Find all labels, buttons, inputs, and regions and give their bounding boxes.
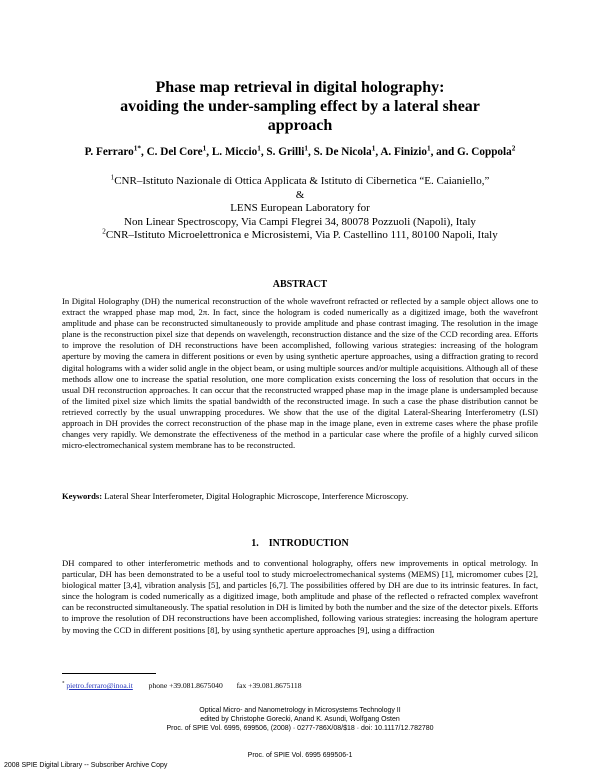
author-separator: , — [206, 146, 212, 158]
author-separator: , — [140, 146, 147, 158]
author-affiliation-marker: 1 — [426, 144, 431, 153]
introduction-heading: 1. INTRODUCTION — [251, 538, 349, 549]
author-affiliation-marker: 2 — [511, 144, 516, 153]
author-separator: , — [260, 146, 267, 158]
affiliation-1-marker: 1 — [110, 173, 115, 182]
title-line-2: avoiding the under-sampling effect by a lateral shear — [120, 98, 480, 115]
keywords — [62, 491, 538, 501]
keywords-label: Keywords: — [62, 491, 103, 501]
author-affiliation-marker: 1* — [133, 144, 141, 153]
footnote-email-link[interactable]: pietro.ferraro@inoa.it — [66, 681, 133, 690]
author-name: C. Del Core — [146, 146, 203, 158]
title-line-3: approach — [267, 117, 333, 134]
author-name: S. Grilli — [266, 146, 305, 158]
affiliation-2 — [0, 228, 600, 242]
imprint-line-2: edited by Christophe Gorecki, Anand K. Asundi, Wolfgang Osten — [200, 716, 400, 723]
imprint-line-3: Proc. of SPIE Vol. 6995, 699506, (2008) · 0277-786X/08/$18 · doi: 10.1117/12.782780 — [166, 725, 434, 732]
footnote-phone: phone +39.081.8675040 — [148, 681, 223, 690]
footnote-marker: * — [62, 681, 65, 687]
introduction-text: DH compared to other interferometric methods and to conventional holography, offers new improvements in optical metrology. In particular, DH has been demonstrated to be a useful tool to study microelectromechanical systems (MEMS) [1], micromomer cubes [2], biological matter [3,4], vibration analysis [5], and particles [6,7]. The possibilities offered by DH are due to its intrinsic features. In fact, since the hologram is coded numerically as a digitized image, both amplitude and phase of the reflected o refracted complex wavefront can be reconstructed simultaneously. The spatial resolution in DH is limited by both the number and the size of the detector pixels. Efforts to improve the resolution of DH reconstructions have been accomplished, following various strategies: increasing the hologram aperture by moving the CCD in different positions [8], by using synthetic aperture approaches [9], using a diffraction — [62, 558, 538, 635]
author-name: P. Ferraro — [84, 146, 134, 158]
abstract-text: In Digital Holography (DH) the numerical reconstruction of the whole wavefront refracted or reflected by a sample object allows one to extract the wrapped phase map mod, 2π. In fact, since the hologram is coded numerically as a digitized image, both the wavefront amplitude and phase can be reconstructed simultaneously to provide amplitude and phase contrast imaging. The resolution in the image plane is the reconstruction pixel size that depends on wavelength, reconstruction distance and the size of the CCD recording area. Efforts to improve the resolution of DH reconstructions have been accomplished, following various strategies: increasing of the hologram aperture by moving the camera in different positions or even by using synthetic aperture approaches, using a diffraction grating to record digital holograms with a wider solid angle in the object beam, or using multiple sources and/or multiple acquisitions. Although all of these methods allow one to increase the spatial resolution, one more complication exists concerning the loss of resolution that occurs in the usual DH reconstruction approaches. It can occur that the reconstructed wrapped phase map in the image plane is undersampled because of the limited pixel size which limits the spatial bandwidth of the reconstructed image. In such a case the phase distribution cannot be retrieved correctly by the usual unwrapping procedures. We show that the use of the digital Lateral-Shearing Interferometry (LSI) approach in DH provides the correct reconstruction of the phase map in the image plane, even in extreme cases where the phase profile changes very rapidly. We demonstrate the effectiveness of the method in a particular case where the profile of a highly curved silicon micro-electromechanical system membrane has to be reconstructed. — [62, 296, 538, 451]
author-separator: , and — [430, 146, 458, 158]
footnote-rule — [62, 673, 156, 674]
proceedings-imprint — [0, 706, 600, 733]
library-note: 2008 SPIE Digital Library -- Subscriber Archive Copy — [4, 762, 168, 769]
author-affiliation-marker: 1 — [304, 144, 308, 153]
page-footer: Proc. of SPIE Vol. 6995 699506-1 — [247, 752, 353, 759]
footnote — [62, 681, 302, 690]
author-affiliation-marker: 1 — [257, 144, 261, 153]
author-list — [0, 146, 600, 158]
affiliation-1 — [0, 174, 600, 188]
affiliation-lens-line-1: LENS European Laboratory for — [230, 202, 370, 214]
keywords-text: Lateral Shear Interferometer, Digital Holographic Microscope, Interference Microscopy. — [102, 491, 409, 501]
paper-title — [0, 78, 600, 135]
author-name: A. Finizio — [380, 146, 427, 158]
author-affiliation-marker: 1 — [371, 144, 376, 153]
affiliation-2-text: CNR–Istituto Microelettronica e Microsistemi, Via P. Castellino 111, 80100 Napoli, Italy — [105, 229, 498, 241]
author-separator: , — [375, 146, 381, 158]
abstract-heading: ABSTRACT — [272, 279, 328, 290]
title-line-1: Phase map retrieval in digital holography: — [155, 79, 445, 96]
author-name: S. De Nicola — [313, 146, 372, 158]
affiliation-2-marker: 2 — [102, 227, 106, 236]
imprint-line-1: Optical Micro- and Nanometrology in Microsystems Technology II — [199, 707, 401, 714]
affiliation-lens-line-2: Non Linear Spectroscopy, Via Campi Flegrei 34, 80078 Pozzuoli (Napoli), Italy — [124, 216, 476, 228]
author-separator: , — [307, 146, 314, 158]
affiliation-1-text: CNR–Istituto Nazionale di Ottica Applicata & Istituto di Cibernetica “E. Caianiello,” — [114, 175, 490, 187]
author-name: L. Miccio — [211, 146, 258, 158]
author-affiliation-marker: 1 — [202, 144, 207, 153]
affiliation-ampersand: & — [295, 189, 305, 201]
author-name: G. Coppola — [457, 146, 512, 158]
footnote-fax: fax +39.081.8675118 — [236, 681, 302, 690]
